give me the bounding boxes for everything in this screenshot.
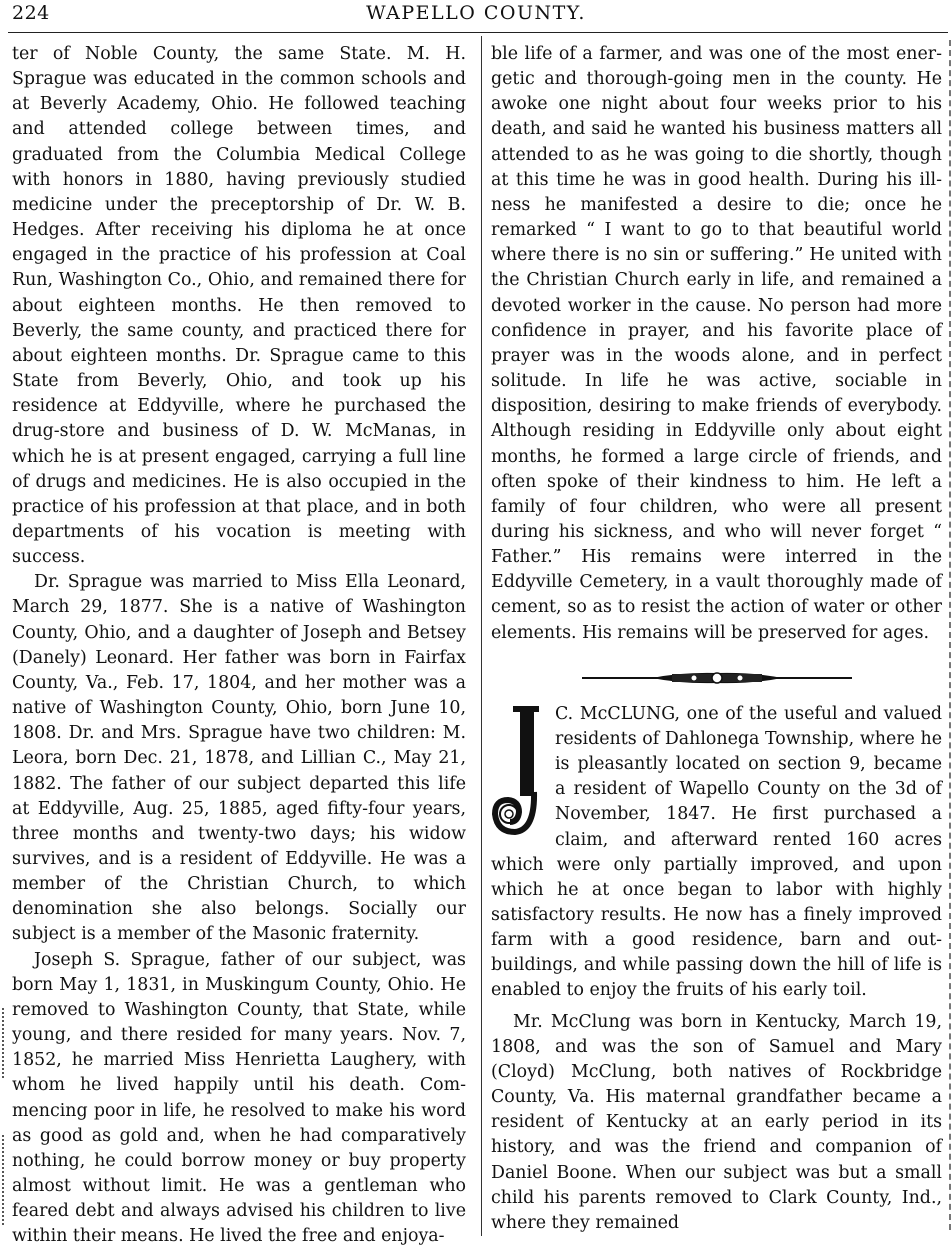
running-title: WAPELLO COUNTY. xyxy=(366,2,586,24)
header-rule xyxy=(8,32,948,33)
paragraph-sprague-career: ter of Noble County, the same State. M. H. Sprague was educated in the common schools and at Beverly Academy, Ohio. He followed teaching and attended college between times, and graduated from the Columbia Medical College with honors in 1880, having previously studied medicine under the preceptorship of Dr. W. B. Hedges. After receiving his diploma he at once engaged in the practice of his profession at Coal Run, Washington Co., Ohio, and remained there for about eighteen months. He then removed to Beverly, the same county, and practiced there for about eighteen months. Dr. Sprague came to this State from Beverly, Ohio, and took up his residence at Eddyville, where he purchased the drug-store and business of D. W. McManas, in which he is at present engaged, carrying a full line of drugs and medicines. He is also occupied in the practice of his profession at that place, and in both departments of his vocation is meeting with success. xyxy=(12,44,466,568)
section-ornament xyxy=(582,668,852,688)
right-column xyxy=(491,42,942,1236)
left-column xyxy=(12,42,466,1247)
paragraph-mcclung-intro: C. McCLUNG, one of the useful and valued residents of Dahlonega Township, where he is pleasantly located on section 9, became a resident of Wapello County on the 3d of November, 1847. He first purchased a claim, and afterward rented 160 acres which were only partially improved, and upon which he at once began to labor with highly satisfactory results. He now has a finely improved farm with a good residence, barn and out-buildings, and while passing down the hill of life is enabled to enjoy the fruits of his early toil. xyxy=(491,703,942,1001)
left-edge-mark-bottom xyxy=(2,1135,7,1225)
drop-cap-j-icon xyxy=(491,704,547,846)
paragraph-joseph-sprague-continued: ble life of a farmer, and was one of the most energetic and thorough-going men in the county. He awoke one night about four weeks prior to his death, and said he wanted his business matters all attended to as he was going to die shortly, though at this time he was in good health. During his illness he manifested a desire to die; once he remarked “ I want to go to that beautiful world where there is no sin or suffering.” He united with the Christian Church early in life, and remained a devoted worker in the cause. No person had more confidence in prayer, and his favorite place of prayer was in the woods alone, and in perfect solitude. In life he was active, sociable in disposition, desiring to make friends of everybody. Although residing in Eddyville only about eight months, he formed a large circle of friends, and often spoke of their kindness to him. He left a family of four children, who were all present during his sickness, and who will never forget “ Father.” His remains were interred in the Eddyville Cemetery, in a vault thoroughly made of cement, so as to resist the action of water or other elements. His remains will be preserved for ages. xyxy=(491,44,942,643)
left-edge-mark-top xyxy=(2,1008,7,1078)
column-divider xyxy=(481,36,482,1236)
paragraph-joseph-sprague: Joseph S. Sprague, father of our subject, was born May 1, 1831, in Muskingum County, Ohio. He removed to Washington County, that State, while young, and there resided for many years. Nov. 7, 1852, he married Miss Henrietta Laughery, with whom he lived happily until his death. Commencing poor in life, he resolved to make his word as good as gold and, when he had comparatively nothing, he could borrow money or buy property almost without limit. He was a gentleman who feared debt and always advised his children to live within their means. He lived the free and enjoya- xyxy=(12,949,466,1247)
paragraph-mcclung-birth: Mr. McClung was born in Kentucky, March 19, 1808, and was the son of Samuel and Mary (Cloyd) McClung, both natives of Rockbridge County, Va. His maternal grandfather became a resident of Kentucky at an early period in its history, and was the friend and companion of Daniel Boone. When our subject was but a small child his parents removed to Clark County, Ind., where they remained xyxy=(491,1011,942,1233)
right-edge-mark xyxy=(947,40,951,1230)
biography-mcclung xyxy=(491,702,942,1004)
page-number: 224 xyxy=(12,2,50,24)
paragraph-sprague-marriage: Dr. Sprague was married to Miss Ella Leonard, March 29, 1877. She is a native of Washington County, Ohio, and a daughter of Joseph and Betsey (Danely) Leonard. Her father was born in Fairfax County, Va., Feb. 17, 1804, and her mother was a native of Washington County, Ohio, born June 10, 1808. Dr. and Mrs. Sprague have two children: M. Leora, born Dec. 21, 1878, and Lillian C., May 21, 1882. The father of our subject departed this life at Eddyville, Aug. 25, 1885, aged fifty-four years, three months and twenty-two days; his widow survives, and is a resident of Eddyville. He was a member of the Christian Church, to which denomination she also belongs. Socially our subject is a member of the Masonic fraternity. xyxy=(12,572,466,945)
